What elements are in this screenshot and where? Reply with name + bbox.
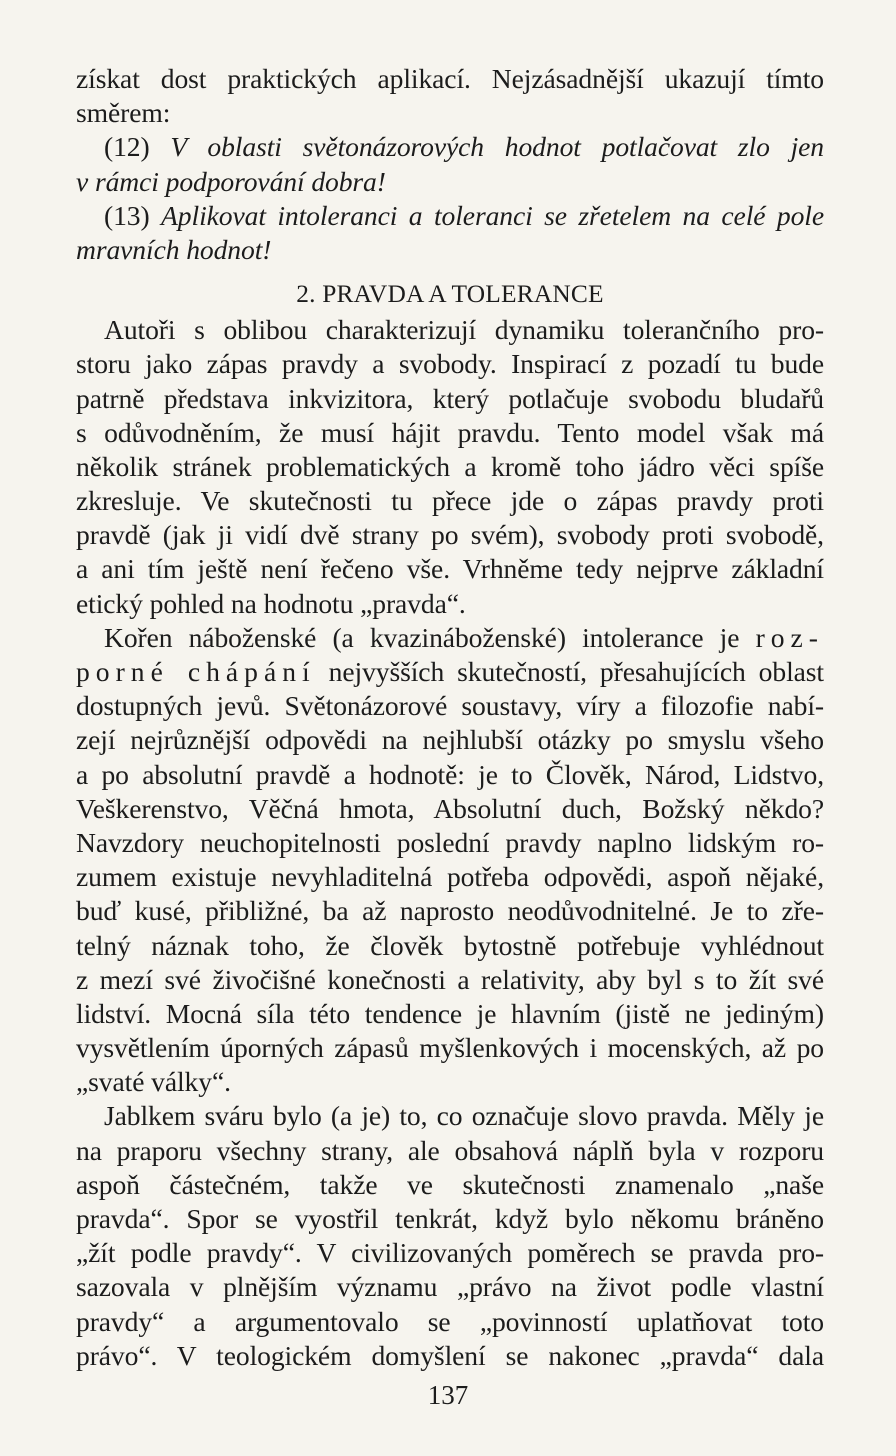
text-line: „svaté války“. — [76, 1066, 231, 1098]
rule-number: (12) — [104, 131, 150, 163]
rule-text: v rámci podporování dobra! — [76, 165, 386, 197]
text-line: Autoři s oblibou charakterizují dynamiku tolerančního pro- — [104, 314, 824, 346]
text-line: zejí nejrůznější odpovědi na nejhlubší otázky po smyslu všeho — [76, 724, 824, 756]
emphasized-text: porné chápání — [76, 656, 316, 687]
text-line: Navzdory neuchopitelnosti poslední pravdy naplno lidským ro- — [76, 826, 824, 858]
rule-line — [76, 199, 824, 233]
text-line: lidství. Mocná síla této tendence je hlavním (jistě ne jediným) — [76, 997, 824, 1029]
text-line: zumem existuje nevyhladitelná potřeba odpovědi, aspoň nějaké, — [76, 861, 824, 893]
rule-12 — [76, 130, 824, 198]
text-line: storu jako zápas pravdy a svobody. Inspirací z pozadí tu bude — [76, 348, 824, 380]
page-body — [76, 62, 824, 1373]
rule-text: V oblasti světonázorových hodnot potlačovat zlo jen — [170, 131, 824, 163]
page-number: 137 — [427, 1380, 469, 1410]
rule-13 — [76, 199, 824, 267]
text-line: zkresluje. Ve skutečnosti tu přece jde o zápas pravdy proti — [76, 485, 824, 517]
rule-number: (13) — [104, 199, 150, 231]
text-line: právo“. V teologickém domyšlení se nakonec „pravda“ dala — [76, 1339, 824, 1371]
text-line: směrem: — [76, 97, 171, 129]
text-line: pravdy“ a argumentovalo se „povinností uplatňovat toto — [76, 1305, 824, 1337]
text-line: pravda“. Spor se vyostřil tenkrát, když bylo někomu bráněno — [76, 1203, 824, 1234]
section-heading: 2. PRAVDA A TOLERANCE — [296, 280, 604, 309]
text-line: dostupných jevů. Světonázorové soustavy, víry a filozofie nabí- — [76, 690, 824, 722]
text-line — [76, 621, 824, 655]
text-line: pravdě (jak ji vidí dvě strany po svém), svobody proti svobodě, — [76, 519, 824, 551]
text-line: z mezí své živočišné konečnosti a relativity, aby byl s to žít své — [76, 963, 824, 995]
text-line: buď kusé, přibližné, ba až naprosto neodůvodnitelné. Je to zře- — [76, 895, 824, 927]
rule-text: mravních hodnot! — [76, 233, 272, 265]
intro-text — [76, 62, 824, 130]
text-line: Jablkem sváru bylo (a je) to, co označuje slovo pravda. Měly je — [104, 1100, 824, 1132]
rule-text: Aplikovat intoleranci a toleranci se zřetelem na celé pole — [161, 199, 824, 231]
text-line: etický pohled na hodnotu „pravda“. — [76, 587, 466, 619]
text-line: Veškerenstvo, Věčná hmota, Absolutní duch, Božský někdo? — [76, 792, 824, 824]
text-line: získat dost praktických aplikací. Nejzásadnější ukazují tímto — [76, 63, 824, 94]
text-line: telný náznak toho, že člověk bytostně potřebuje vyhlédnout — [76, 929, 824, 961]
text-fragment: Kořen náboženské (a kvazináboženské) intolerance je — [104, 621, 740, 653]
text-line: a ani tím ještě není řečeno vše. Vrhněme tedy nejprve základní — [76, 553, 824, 585]
emphasized-text: roz- — [755, 621, 824, 653]
text-line: na praporu všechny strany, ale obsahová náplň byla v rozporu — [76, 1134, 824, 1166]
text-line: několik stránek problematických a kromě toho jádro věci spíše — [76, 450, 824, 482]
rule-line — [76, 130, 824, 164]
text-line: a po absolutní pravdě a hodnotě: je to Člověk, Národ, Lidstvo, — [76, 758, 824, 790]
paragraph-2 — [76, 621, 824, 1100]
text-line: sazovala v plnějším významu „právo na život podle vlastní — [76, 1271, 824, 1303]
text-line: „žít podle pravdy“. V civilizovaných poměrech se pravda pro- — [76, 1237, 824, 1269]
text-line: vysvětlením úporných zápasů myšlenkových i mocenských, až po — [76, 1032, 824, 1064]
text-line: s odůvodněním, že musí hájit pravdu. Tento model však má — [76, 416, 824, 448]
text-fragment: nejvyšších skutečností, přesahujících oblast — [328, 656, 824, 687]
paragraph-1 — [76, 313, 824, 621]
text-line: patrně představa inkvizitora, který potlačuje svobodu bludařů — [76, 382, 824, 414]
paragraph-3 — [76, 1099, 824, 1373]
text-line: aspoň částečném, takže ve skutečnosti znamenalo „naše — [76, 1168, 824, 1200]
text-line — [76, 655, 824, 689]
